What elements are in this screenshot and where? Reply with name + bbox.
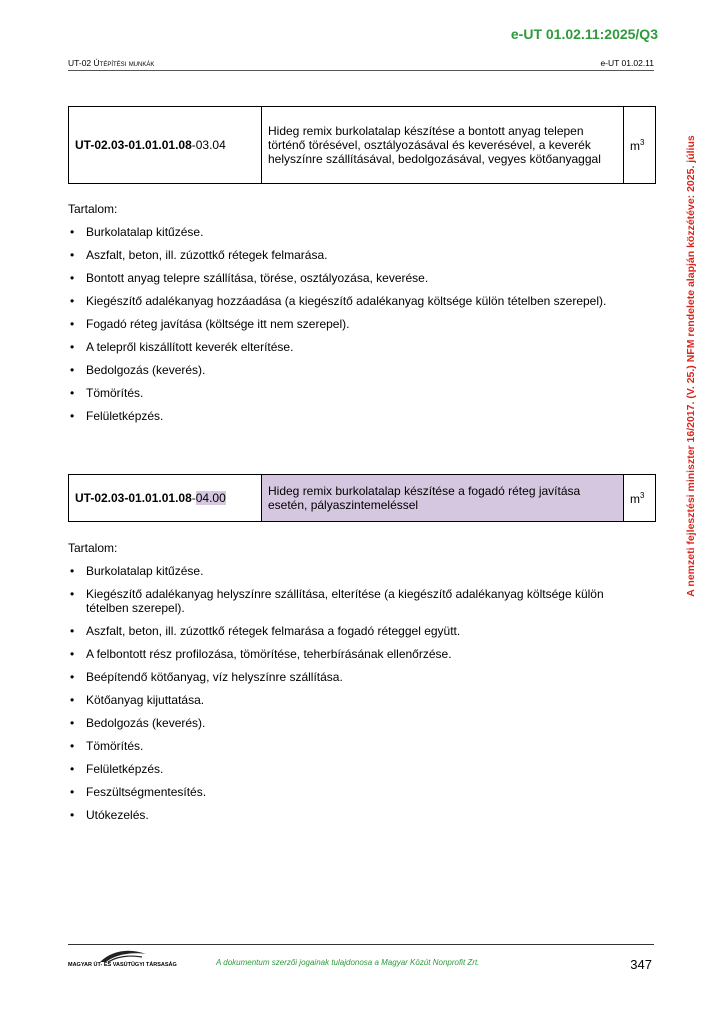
running-header-left [68, 58, 154, 68]
running-header [68, 58, 654, 71]
list-item: • Felületképzés. [68, 409, 648, 423]
footer-logo [68, 948, 178, 972]
item-code [69, 475, 262, 522]
footer-copyright: A dokumentum szerzői jogainak tulajdonosa a Magyar Közút Nonprofit Zrt. [216, 958, 480, 967]
list-item: • Bedolgozás (keverés). [68, 363, 648, 377]
document-code: e-UT 01.02.11:2025/Q3 [510, 26, 658, 42]
item-description: Hideg remix burkolatalap készítése a bontott anyag telepen történő törésével, osztályozásával és keverésével, a keverék helyszínre szállításával, bedolgozásával, vegyes kötőanyaggal [262, 107, 624, 184]
item-unit [624, 475, 656, 522]
unit-exponent: 3 [640, 490, 645, 500]
unit-exponent: 3 [640, 137, 645, 147]
unit-base: m [630, 491, 640, 506]
list-item: • Bontott anyag telepre szállítása, törése, osztályozása, keverése. [68, 271, 648, 285]
list-item: • Kötőanyag kijuttatása. [68, 693, 648, 707]
item-code [69, 107, 262, 184]
content-label: Tartalom: [68, 541, 118, 555]
item-code-main: UT-02.03-01.01.01.08 [75, 491, 192, 505]
content-label: Tartalom: [68, 202, 118, 216]
list-item: • A felbontott rész profilozása, tömörítése, teherbírásának ellenőrzése. [68, 647, 648, 661]
item-code-suffix-highlighted: 04.00 [195, 491, 226, 505]
content-list-2 [68, 564, 648, 831]
list-item: • Fogadó réteg javítása (költsége itt nem szerepel). [68, 317, 648, 331]
list-item: • Aszfalt, beton, ill. zúzottkő rétegek felmarása. [68, 248, 648, 262]
side-note [684, 96, 698, 636]
item-code-main: UT-02.03-01.01.01.08 [75, 138, 192, 152]
footer-divider [68, 944, 654, 945]
list-item: • Tömörítés. [68, 739, 648, 753]
list-item: • Beépítendő kötőanyag, víz helyszínre szállítása. [68, 670, 648, 684]
item-code-suffix: -03.04 [191, 138, 226, 152]
page-number: 347 [630, 957, 652, 972]
side-note-text: A nemzeti fejlesztési miniszter 16/2017. (V. 25.) NFM rendelete alapján közzétéve: 2025. július [685, 135, 697, 597]
item-description: Hideg remix burkolatalap készítése a fogadó réteg javítása esetén, pályaszintemeléssel [262, 475, 624, 522]
list-item: • Feszültségmentesítés. [68, 785, 648, 799]
content-list-1 [68, 225, 648, 432]
list-item: • A telepről kiszállított keverék elterítése. [68, 340, 648, 354]
item-code-dash: - [191, 491, 196, 505]
running-header-right: e-UT 01.02.11 [600, 58, 654, 68]
list-item: • Utókezelés. [68, 808, 648, 822]
item-table-2 [68, 474, 656, 522]
list-item: • Bedolgozás (keverés). [68, 716, 648, 730]
list-item: • Burkolatalap kitűzése. [68, 225, 648, 239]
list-item: • Kiegészítő adalékanyag helyszínre szállítása, elterítése (a kiegészítő adalékanyag költsége külön tételben szerepel). [68, 587, 648, 615]
chapter-title: Útépítési munkák [93, 58, 155, 68]
list-item: • Kiegészítő adalékanyag hozzáadása (a kiegészítő adalékanyag költsége külön tételben szerepel). [68, 294, 648, 308]
list-item: • Aszfalt, beton, ill. zúzottkő rétegek felmarása a fogadó réteggel együtt. [68, 624, 648, 638]
list-item: • Burkolatalap kitűzése. [68, 564, 648, 578]
item-table-1 [68, 106, 656, 184]
list-item: • Felületképzés. [68, 762, 648, 776]
list-item: • Tömörítés. [68, 386, 648, 400]
unit-base: m [630, 138, 640, 153]
item-unit [624, 107, 656, 184]
logo-text: MAGYAR ÚT- ÉS VASÚTÜGYI TÁRSASÁG [68, 962, 177, 968]
chapter-code: UT-02 [68, 58, 94, 68]
